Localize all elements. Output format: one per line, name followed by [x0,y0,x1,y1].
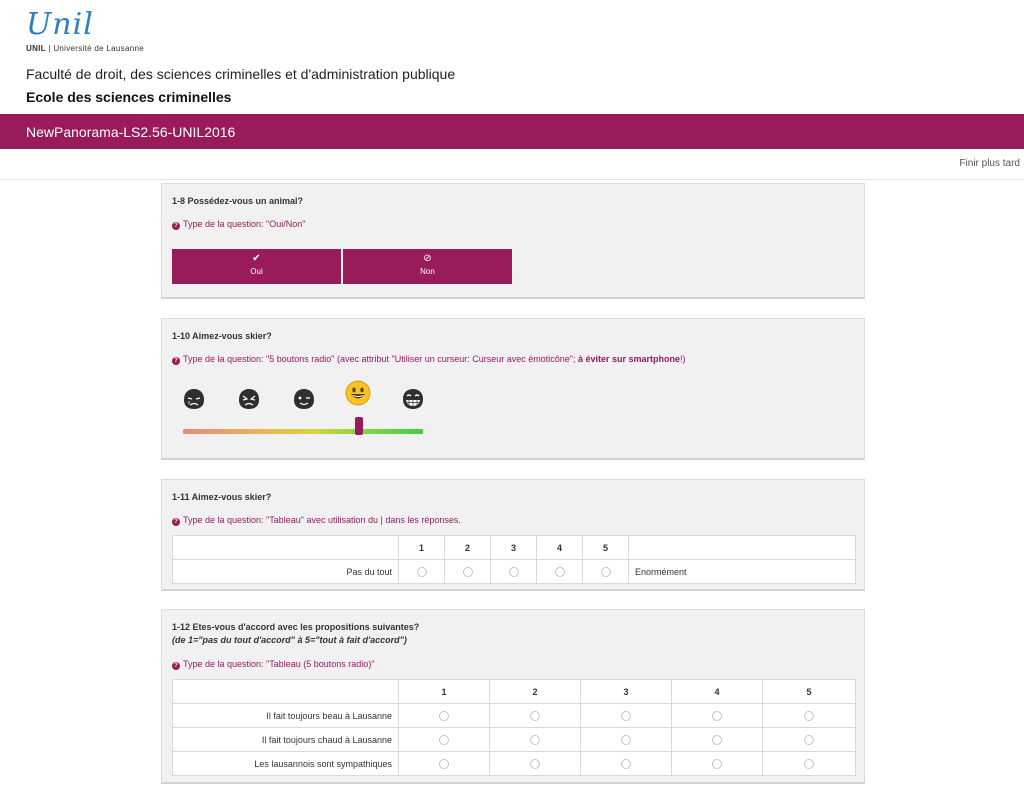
table-row [173,704,856,728]
question-help-icon: ? [172,357,180,365]
site-header [0,0,1024,114]
table-row [173,728,856,752]
column-header: 3 [491,536,537,560]
column-header: 5 [583,536,629,560]
angry-face-icon[interactable] [236,386,262,412]
question-title: 1-11 Aimez-vous skier? [172,492,272,502]
radio-option-1[interactable] [439,711,449,721]
table-header-row [173,680,856,704]
no-button[interactable] [343,249,512,284]
statement-label: Les lausannois sont sympathiques [173,752,399,776]
column-header: 4 [672,680,763,704]
likert-table [172,535,856,584]
radio-option-1[interactable] [439,759,449,769]
column-header: 4 [537,536,583,560]
radio-cell [581,728,672,752]
question-1-12 [161,609,865,784]
radio-option-3[interactable] [509,567,519,577]
emoticon-slider-track[interactable] [183,429,423,434]
big-grin-face-icon[interactable] [400,386,426,412]
grinning-face-icon[interactable] [344,379,372,407]
no-label: Non [420,267,435,276]
column-header: 1 [399,680,490,704]
question-1-11 [161,479,865,591]
question-1-10 [161,318,865,460]
radio-cell [763,752,856,776]
question-type-suffix: !) [680,354,686,364]
question-help-icon: ? [172,222,180,230]
logo-subtitle: UNIL | Université de Lausanne [26,44,144,53]
question-1-8 [161,183,865,299]
column-header: 3 [581,680,672,704]
survey-banner [0,114,1024,149]
faculty-name: Faculté de droit, des sciences criminelles et d'administration publique [26,66,456,82]
radio-option-4[interactable] [712,759,722,769]
radio-option-2[interactable] [530,759,540,769]
question-help-icon: ? [172,518,180,526]
yes-button[interactable] [172,249,341,284]
statement-label: Il fait toujours chaud à Lausanne [173,728,399,752]
radio-cell [537,560,583,584]
radio-cell [490,752,581,776]
question-type [172,659,375,670]
divider [0,179,1024,180]
question-subtitle: (de 1="pas du tout d'accord" à 5="tout à fait d'accord") [172,635,407,645]
survey-title: NewPanorama-LS2.56-UNIL2016 [26,124,236,140]
radio-option-3[interactable] [621,711,631,721]
right-label: Enormément [629,560,856,584]
school-name: Ecole des sciences criminelles [26,89,232,105]
radio-cell [491,560,537,584]
radio-cell [581,752,672,776]
empty-header-cell [173,680,399,704]
question-type-text: Type de la question: "Tableau (5 boutons radio)" [183,659,375,669]
unil-logo[interactable] [26,7,144,53]
radio-option-3[interactable] [621,735,631,745]
radio-cell [672,752,763,776]
question-help-icon: ? [172,662,180,670]
question-type [172,515,461,526]
statement-label: Il fait toujours beau à Lausanne [173,704,399,728]
radio-option-1[interactable] [439,735,449,745]
radio-option-2[interactable] [530,735,540,745]
left-label: Pas du tout [173,560,399,584]
question-type [172,219,305,230]
check-icon: ✔ [252,253,261,264]
winking-face-icon[interactable] [291,386,317,412]
radio-cell [763,704,856,728]
question-type-prefix: Type de la question: "5 boutons radio" (avec attribut "Utiliser un curseur: Curseur avec émoticône"; [183,354,578,364]
logo-short: UNIL [26,44,46,53]
radio-cell [672,704,763,728]
radio-option-2[interactable] [463,567,473,577]
radio-option-4[interactable] [712,735,722,745]
yes-label: Oui [250,267,263,276]
column-header: 1 [399,536,445,560]
emoticon-slider-handle[interactable] [355,417,363,435]
radio-cell [490,704,581,728]
question-type-warning: à éviter sur smartphone [577,354,681,364]
radio-cell [399,752,490,776]
question-title: 1-12 Etes-vous d'accord avec les propositions suivantes? [172,622,420,632]
radio-cell [672,728,763,752]
radio-option-4[interactable] [555,567,565,577]
finish-later-link[interactable]: Finir plus tard [959,158,1020,169]
very-sad-face-icon[interactable] [181,386,207,412]
radio-option-5[interactable] [804,735,814,745]
logo-full: Université de Lausanne [53,44,144,53]
radio-option-4[interactable] [712,711,722,721]
radio-cell [583,560,629,584]
radio-option-2[interactable] [530,711,540,721]
radio-option-5[interactable] [804,759,814,769]
ban-icon: ⊘ [423,253,432,264]
question-type-text: Type de la question: "Oui/Non" [183,219,306,229]
column-header: 2 [490,680,581,704]
radio-option-3[interactable] [621,759,631,769]
radio-cell [763,728,856,752]
table-row [173,560,856,584]
radio-cell [399,560,445,584]
table-header-row [173,536,856,560]
radio-cell [445,560,491,584]
logo-script: Unil [26,7,94,42]
radio-cell [490,728,581,752]
radio-option-5[interactable] [601,567,611,577]
empty-header-cell [173,536,399,560]
column-header: 5 [763,680,856,704]
radio-cell [399,728,490,752]
empty-header-cell [629,536,856,560]
table-row [173,752,856,776]
column-header: 2 [445,536,491,560]
question-title: 1-8 Possédez-vous un animal? [172,196,304,206]
radio-option-1[interactable] [417,567,427,577]
radio-option-5[interactable] [804,711,814,721]
question-title: 1-10 Aimez-vous skier? [172,331,272,341]
question-type [172,354,686,365]
question-type-text: Type de la question: "Tableau" avec utilisation du | dans les réponses. [183,515,461,525]
radio-cell [581,704,672,728]
radio-cell [399,704,490,728]
agreement-table [172,679,856,776]
